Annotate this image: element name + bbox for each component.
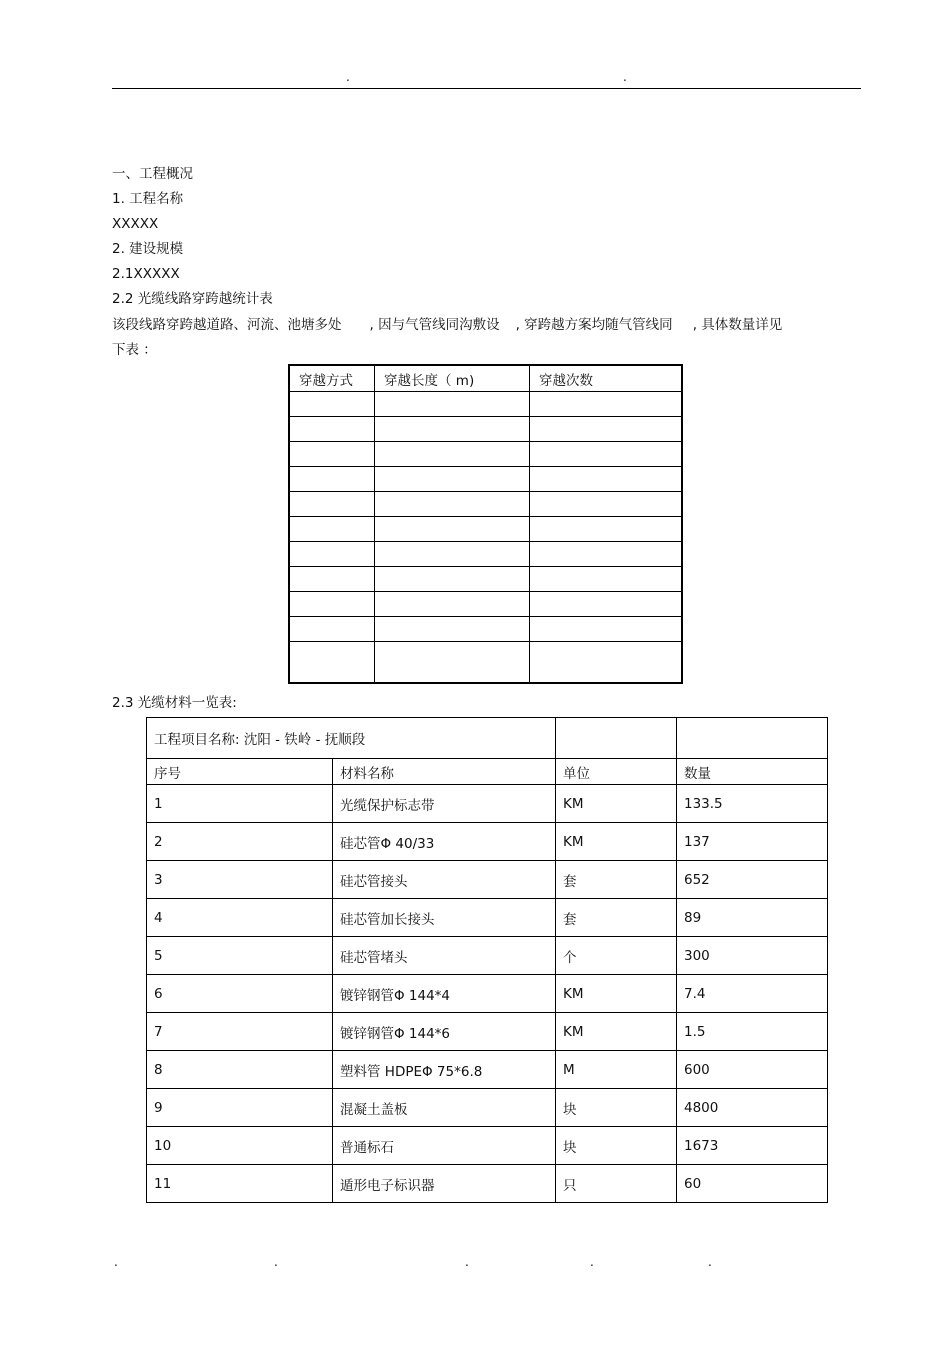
header-dot-left: .	[346, 70, 350, 84]
table-row	[147, 937, 828, 975]
table-cell	[289, 592, 375, 617]
header-name: 材料名称	[333, 759, 556, 785]
intro-line1	[112, 316, 782, 334]
footer-dot: .	[465, 1255, 469, 1269]
footer-dot: .	[274, 1255, 278, 1269]
table-cell	[375, 567, 530, 592]
table-cell	[556, 718, 677, 759]
cell-name: 硅芯管接头	[333, 861, 556, 899]
header-no: 序号	[147, 759, 333, 785]
cell-qty: 652	[677, 861, 828, 899]
footer-dot: .	[708, 1255, 712, 1269]
cell-name: 镀锌钢管Φ 144*4	[333, 975, 556, 1013]
project-name-cell: 工程项目名称: 沈阳 - 铁岭 - 抚顺段	[147, 718, 556, 759]
table-row	[289, 592, 682, 617]
table-row	[147, 1051, 828, 1089]
crossing-stats-table	[288, 364, 683, 684]
table-cell	[289, 392, 375, 417]
table-row	[147, 1127, 828, 1165]
cell-name: 镀锌钢管Φ 144*6	[333, 1013, 556, 1051]
table-cell	[530, 542, 683, 567]
intro-line2: 下表 ：	[112, 342, 157, 358]
table-row	[147, 785, 828, 823]
header-qty: 数量	[677, 759, 828, 785]
cell-unit: KM	[556, 975, 677, 1013]
table-cell	[375, 517, 530, 542]
header-unit: 单位	[556, 759, 677, 785]
table-cell	[289, 517, 375, 542]
item1-value: XXXXX	[112, 216, 159, 232]
item23-title: 2.3 光缆材料一览表:	[112, 695, 237, 711]
item2-title: 2. 建设规模	[112, 241, 184, 257]
cell-qty: 300	[677, 937, 828, 975]
intro-part1: 该段线路穿跨越道路、河流、池塘多处	[112, 317, 342, 333]
cell-qty: 137	[677, 823, 828, 861]
table-cell	[530, 442, 683, 467]
cell-no: 11	[147, 1165, 333, 1203]
cell-no: 7	[147, 1013, 333, 1051]
table-row	[147, 1013, 828, 1051]
table-row	[289, 542, 682, 567]
table-cell	[375, 617, 530, 642]
cell-qty: 1673	[677, 1127, 828, 1165]
table-cell	[289, 467, 375, 492]
table-cell	[677, 718, 828, 759]
table-cell	[289, 542, 375, 567]
footer-dot: .	[114, 1255, 118, 1269]
cell-name: 塑料管 HDPEΦ 75*6.8	[333, 1051, 556, 1089]
table-row	[289, 392, 682, 417]
intro-part3: , 穿跨越方案均随气管线同	[515, 317, 673, 333]
cell-no: 10	[147, 1127, 333, 1165]
cell-unit: 块	[556, 1127, 677, 1165]
item2-sub2: 2.2 光缆线路穿跨越统计表	[112, 291, 273, 307]
cell-unit: 块	[556, 1089, 677, 1127]
table-row	[147, 975, 828, 1013]
cell-qty: 133.5	[677, 785, 828, 823]
table-cell	[530, 392, 683, 417]
cell-no: 4	[147, 899, 333, 937]
cell-unit: KM	[556, 785, 677, 823]
header-length: 穿越长度（ m)	[375, 365, 530, 392]
cell-qty: 89	[677, 899, 828, 937]
cell-qty: 600	[677, 1051, 828, 1089]
cell-unit: 个	[556, 937, 677, 975]
table-row	[147, 861, 828, 899]
cell-unit: KM	[556, 1013, 677, 1051]
table-row	[289, 567, 682, 592]
table-row	[147, 899, 828, 937]
cell-unit: 套	[556, 899, 677, 937]
cell-name: 混凝土盖板	[333, 1089, 556, 1127]
cell-no: 2	[147, 823, 333, 861]
cell-name: 遁形电子标识器	[333, 1165, 556, 1203]
table-cell	[375, 542, 530, 567]
table-cell	[375, 592, 530, 617]
item1-title: 1. 工程名称	[112, 191, 184, 207]
table-row	[289, 442, 682, 467]
project-name-row	[147, 718, 828, 759]
cell-qty: 7.4	[677, 975, 828, 1013]
table-row	[147, 1089, 828, 1127]
header-method: 穿越方式	[289, 365, 375, 392]
table-row	[289, 517, 682, 542]
cell-name: 硅芯管堵头	[333, 937, 556, 975]
table-cell	[530, 417, 683, 442]
table-cell	[375, 467, 530, 492]
intro-part4: , 具体数量详见	[692, 317, 783, 333]
table-cell	[375, 492, 530, 517]
cell-qty: 60	[677, 1165, 828, 1203]
material-list-table	[146, 717, 828, 1203]
table-row	[289, 642, 682, 684]
item2-sub1: 2.1XXXXX	[112, 266, 180, 282]
table-cell	[289, 417, 375, 442]
cell-no: 8	[147, 1051, 333, 1089]
cell-unit: 套	[556, 861, 677, 899]
table-header-row	[289, 365, 682, 392]
table-row	[147, 823, 828, 861]
table-row	[147, 1165, 828, 1203]
section-title: 一、工程概况	[112, 166, 193, 182]
cell-no: 6	[147, 975, 333, 1013]
header-dot-right: .	[623, 70, 627, 84]
cell-name: 硅芯管加长接头	[333, 899, 556, 937]
table-row	[289, 617, 682, 642]
table-cell	[375, 417, 530, 442]
cell-unit: M	[556, 1051, 677, 1089]
table-cell	[530, 517, 683, 542]
intro-part2: , 因与气管线同沟敷设	[369, 317, 500, 333]
table-header-row	[147, 759, 828, 785]
cell-no: 9	[147, 1089, 333, 1127]
table-cell	[530, 592, 683, 617]
table-cell	[530, 467, 683, 492]
cell-name: 普通标石	[333, 1127, 556, 1165]
table-cell	[375, 642, 530, 684]
cell-name: 硅芯管Φ 40/33	[333, 823, 556, 861]
cell-no: 5	[147, 937, 333, 975]
header-rule	[112, 88, 861, 89]
table-cell	[289, 492, 375, 517]
cell-unit: KM	[556, 823, 677, 861]
table-cell	[289, 617, 375, 642]
table-cell	[375, 392, 530, 417]
table-cell	[530, 567, 683, 592]
cell-name: 光缆保护标志带	[333, 785, 556, 823]
table-row	[289, 417, 682, 442]
table-row	[289, 492, 682, 517]
table-cell	[289, 442, 375, 467]
table-cell	[530, 492, 683, 517]
cell-unit: 只	[556, 1165, 677, 1203]
table-row	[289, 467, 682, 492]
table-cell	[289, 567, 375, 592]
cell-qty: 1.5	[677, 1013, 828, 1051]
footer-dot: .	[590, 1255, 594, 1269]
table-cell	[530, 642, 683, 684]
table-cell	[289, 642, 375, 684]
cell-no: 1	[147, 785, 333, 823]
table-cell	[375, 442, 530, 467]
header-count: 穿越次数	[530, 365, 683, 392]
table-cell	[530, 617, 683, 642]
cell-no: 3	[147, 861, 333, 899]
cell-qty: 4800	[677, 1089, 828, 1127]
